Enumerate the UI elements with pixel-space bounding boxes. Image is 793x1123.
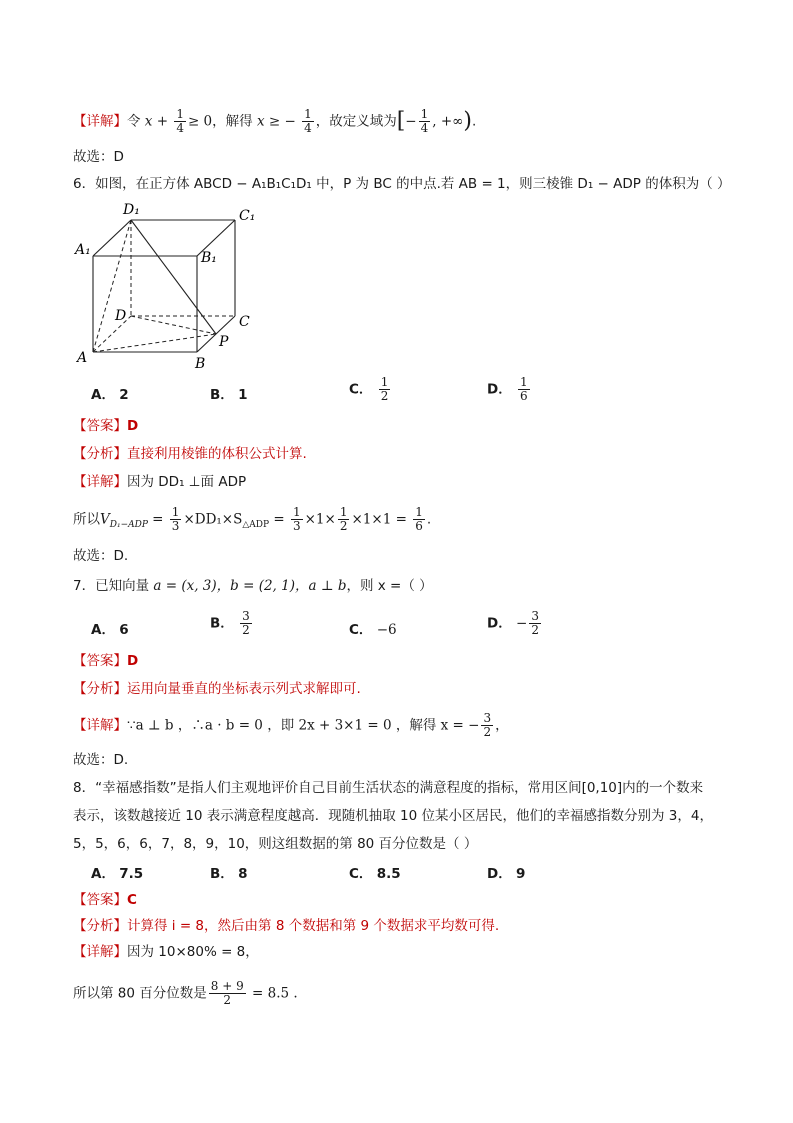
q5-mid1: ，解得 xyxy=(212,113,253,130)
q7-answer: 【答案】D xyxy=(73,653,139,669)
q6-stem: 6．如图，在正方体 ABCD − A₁B₁C₁D₁ 中，P 为 BC 的中点.若 AB = 1，则三棱锥 D₁ − ADP 的体积为（ ） xyxy=(73,176,731,192)
edge-AD1 xyxy=(93,220,131,352)
q7-analysis: 【分析】运用向量垂直的坐标表示列式求解即可. xyxy=(73,681,361,697)
label-B1: B₁ xyxy=(201,250,217,266)
q8-stem-1: 8．“幸福感指数”是指人们主观地评价自己目前生活状态的满意程度的指标，常用区间[0,10]内的一个数来 xyxy=(73,780,704,796)
edge-AP xyxy=(93,334,216,352)
q7-option-c[interactable]: C． −6 xyxy=(349,622,397,638)
q6-detail: 【详解】因为 DD₁ ⊥面 ADP xyxy=(73,474,247,490)
q8-option-d[interactable]: D． 9 xyxy=(487,866,526,882)
q5-math-1: x + xyxy=(140,113,173,130)
q6-option-c[interactable]: C． $\frac{1}{2}$ xyxy=(349,375,389,403)
label-A: A xyxy=(77,350,88,366)
q5-frac-1: $\frac{1}{4}$ xyxy=(176,107,184,135)
q8-option-b[interactable]: B． 8 xyxy=(210,866,248,882)
q5-ge-0: ≥ 0 xyxy=(187,113,213,130)
q6-answer: 【答案】D xyxy=(73,418,139,434)
q8-answer: 【答案】C xyxy=(73,892,137,908)
q7-option-b[interactable]: B． $\frac{3}{2}$ xyxy=(210,609,250,637)
edge-D1P xyxy=(131,220,216,334)
label-C: C xyxy=(239,314,250,330)
q7-option-d[interactable]: D． − $\frac{3}{2}$ xyxy=(487,609,539,637)
detail-tag: 【详解】 xyxy=(73,113,127,130)
label-D1: D₁ xyxy=(123,202,140,218)
q6-choose: 故选：D. xyxy=(73,548,129,564)
q5-math-2: x ≥ − xyxy=(252,113,301,130)
q5-detail-prefix: 令 xyxy=(127,113,141,130)
q6-analysis: 【分析】直接利用棱锥的体积公式计算. xyxy=(73,446,307,462)
q6-option-a[interactable]: A． 2 xyxy=(91,387,129,403)
q5-detail-line: 【详解】令 x + $\frac{1}{4}$ ≥ 0，解得 x ≥ − $\frac{1}{4}$ ，故定义域为[− $\frac{1}{4}$ , +∞). xyxy=(73,107,477,135)
q8-option-c[interactable]: C． 8.5 xyxy=(349,866,401,882)
label-B: B xyxy=(195,356,206,370)
q8-option-a[interactable]: A． 7.5 xyxy=(91,866,144,882)
edge-DP xyxy=(131,316,216,334)
q7-stem: 7．已知向量 a = (x, 3)，b = (2, 1)，a ⊥ b，则 x =（ ） xyxy=(73,578,433,594)
cube-figure xyxy=(73,200,273,370)
q5-choose: 故选：D xyxy=(73,149,124,165)
edge-A1D1 xyxy=(93,220,131,256)
q6-calculation: 所以$V_{D_1-ADP}$ = $\frac{1}{3}$ $\times DD_1\times S_{\triangle ADP}$ = $\frac{1}{3}$ ×1× $\frac{1}{2}$ ×1×1 = $\frac{1}{6}$ . xyxy=(73,505,432,533)
label-A1: A₁ xyxy=(75,242,91,258)
q5-mid2: ，故定义域为 xyxy=(315,113,397,130)
q5-frac-2: $\frac{1}{4}$ xyxy=(304,107,312,135)
q8-detail: 【详解】因为 10×80% = 8， xyxy=(73,944,259,960)
label-C1: C₁ xyxy=(239,208,256,224)
q5-frac-3: $\frac{1}{4}$ xyxy=(420,107,429,135)
q7-detail: 【详解】∵a ⊥ b ，∴a · b = 0 ，即 2x + 3×1 = 0 ，解得 x = − $\frac{3}{2}$ ， xyxy=(73,711,509,739)
q5-interval: [ xyxy=(396,108,406,134)
q6-option-b[interactable]: B． 1 xyxy=(210,387,248,403)
q8-final: 所以第 80 百分位数是 $\frac{8 + 9}{2}$ = 8.5 . xyxy=(73,979,298,1007)
q6-option-d[interactable]: D． $\frac{1}{6}$ xyxy=(487,375,528,403)
q8-stem-3: 5，5，6，6，7，8，9，10，则这组数据的第 80 百分位数是（ ） xyxy=(73,836,478,852)
q7-option-a[interactable]: A． 6 xyxy=(91,622,129,638)
label-D: D xyxy=(115,308,127,324)
label-P: P xyxy=(219,334,229,350)
q7-choose: 故选：D. xyxy=(73,752,129,768)
q8-analysis: 【分析】计算得 i = 8，然后由第 8 个数据和第 9 个数据求平均数可得. xyxy=(73,918,500,934)
q8-stem-2: 表示，该数越接近 10 表示满意程度越高．现随机抽取 10 位某小区居民，他们的幸福感指数分别为 3，4， xyxy=(73,808,713,824)
